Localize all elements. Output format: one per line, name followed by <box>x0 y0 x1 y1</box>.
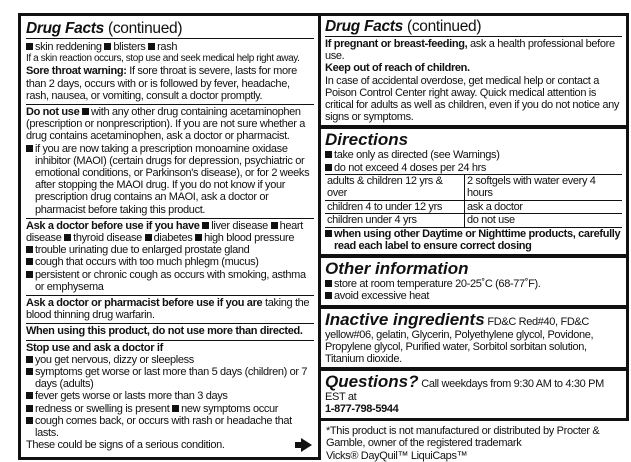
bullet-icon <box>82 108 89 115</box>
item: blisters <box>113 41 149 53</box>
label: When using this product, do not use more than directed. <box>26 325 303 338</box>
closing-line <box>26 439 314 451</box>
questions-text: Call weekdays from 9:30 AM to 4:30 PM EST at <box>325 378 604 404</box>
item: cough that occurs with too much phlegm (mucus) <box>35 256 259 269</box>
questions-section <box>321 371 626 417</box>
dosage-table <box>325 174 622 227</box>
bullet-icon <box>26 392 33 399</box>
ingredients-text: FD&C Red#40, FD&C yellow#06, gelatin, Glycerin, Polyethylene glycol, Povidone, Propylene glycol, Purified water, Sorbitol sorbitan solution, Titanium dioxide. <box>325 315 594 366</box>
item: when using other Daytime or Nighttime products, carefully read each label to ensure correct dosing <box>334 227 621 253</box>
bullet-icon <box>202 222 209 229</box>
right-column <box>318 13 629 462</box>
sore-throat-warning <box>26 65 314 102</box>
item: rash <box>157 41 178 53</box>
text: taking the blood thinning drug warfarin. <box>26 297 310 322</box>
item: fever gets worse or lasts more than 3 days <box>35 390 228 403</box>
bullet-icon <box>271 222 278 229</box>
continue-arrow-icon <box>301 438 312 452</box>
stop-use-section <box>26 341 314 454</box>
label: Keep out of reach of children. <box>325 62 470 75</box>
item: heart disease <box>26 219 303 245</box>
item: persistent or chronic cough as occurs with smoking, asthma or emphysema <box>35 268 306 293</box>
right-header <box>325 17 622 37</box>
header-title: Drug Facts <box>325 18 403 35</box>
age-cell: children under 4 yrs <box>325 214 464 227</box>
item: avoid excessive heat <box>334 290 430 303</box>
bullet-icon <box>325 164 332 171</box>
table-row <box>325 214 622 227</box>
item: symptoms get worse or last more than 5 days (children) or 7 days (adults) <box>35 366 308 391</box>
text: If sore throat is severe, lasts for more than 2 days, occurs with or is followed by fever, headache, rash, nausea, or vomiting, consult a doctor promptly. <box>26 65 297 102</box>
left-header <box>26 19 314 39</box>
header-subtitle: (continued) <box>103 20 183 37</box>
item: trouble urinating due to enlarged prostate gland <box>35 244 250 257</box>
label: Ask a doctor or pharmacist before use if you are <box>26 297 263 310</box>
bullet-icon <box>26 405 33 412</box>
header-title: Drug Facts <box>26 20 104 37</box>
drug-facts-right-panel <box>318 13 629 421</box>
bullet-icon <box>172 405 179 412</box>
bullet-icon <box>325 151 332 158</box>
label: If pregnant or breast-feeding, <box>325 38 468 50</box>
bullet-icon <box>148 43 155 50</box>
item: store at room temperature 20-25˚C (68-77˚F). <box>334 278 541 291</box>
bullet-icon <box>26 258 33 265</box>
phone-number: 1-877-798-5944 <box>325 403 399 416</box>
skin-items <box>26 41 314 53</box>
section-title: Other information <box>325 259 469 279</box>
header-subtitle: (continued) <box>402 18 482 35</box>
item: if you are now taking a prescription monoamine oxidase inhibitor (MAOI) (certain drugs for depression, psychiatric or emotional conditions, or Parkinson's disease), or for 2 weeks after stopping the MAOI drug. If you do not know if your prescription drug contains an MAOI, ask a doctor or pharmacist before taking this product. <box>35 142 310 216</box>
item: you get nervous, dizzy or sleepless <box>35 353 194 366</box>
label: Stop use and ask a doctor if <box>26 341 163 354</box>
age-cell: children 4 to under 12 yrs <box>325 200 464 214</box>
item: high blood pressure <box>204 232 295 245</box>
pregnancy-section <box>321 16 626 129</box>
age-cell: adults & children 12 yrs & over <box>325 174 464 200</box>
item: diabetes <box>153 232 196 245</box>
table-row <box>325 174 622 200</box>
trademark-footnote <box>318 425 618 462</box>
closing-text: These could be signs of a serious condition. <box>26 439 225 452</box>
skin-text: If a skin reaction occurs, stop use and seek medical help right away. <box>26 53 300 65</box>
bullet-icon <box>104 43 111 50</box>
item: redness or swelling is present <box>35 402 173 415</box>
bullet-icon <box>325 292 332 299</box>
footnote-trademark: Vicks® DayQuil™ LiquiCaps™ <box>326 449 468 462</box>
bullet-icon <box>26 417 33 424</box>
label: Ask a doctor before use if you have <box>26 219 203 232</box>
item: thyroid disease <box>73 232 145 245</box>
item: liver disease <box>211 219 271 232</box>
item: with any other drug containing acetaminophen (prescription or nonprescription). If you are not sure whether a drug contains acetaminophen, ask a doctor or pharmacist. <box>26 106 306 143</box>
section-title: Inactive ingredients <box>325 309 485 329</box>
item: take only as directed (see Warnings) <box>334 149 500 162</box>
bullet-icon <box>195 234 202 241</box>
bullet-icon <box>145 234 152 241</box>
bullet-icon <box>26 145 33 152</box>
ask-doctor-section <box>26 219 314 296</box>
dose-cell: ask a doctor <box>464 200 622 214</box>
dose-cell: 2 softgels with water every 4 hours <box>464 174 622 200</box>
bullet-icon <box>26 43 33 50</box>
item: cough comes back, or occurs with rash or headache that lasts. <box>35 414 292 440</box>
other-information-section <box>321 258 626 308</box>
item: skin reddening <box>35 41 105 53</box>
bullet-icon <box>325 230 332 237</box>
do-not-use-section <box>26 105 314 219</box>
overdose-text: In case of accidental overdose, get medical help or contact a Poison Control Center right away. Quick medical attention is critical for adults as well as children, even if you do not notice any signs or symptoms. <box>325 74 620 124</box>
section-title: Directions <box>325 130 409 150</box>
label: Do not use <box>26 106 83 119</box>
skin-reaction-section <box>26 40 314 105</box>
table-row <box>325 200 622 214</box>
item: do not exceed 4 doses per 24 hrs <box>334 161 487 174</box>
drug-facts-left-panel <box>18 13 321 460</box>
bullet-icon <box>26 356 33 363</box>
inactive-ingredients-section <box>321 309 626 372</box>
section-title: Questions? <box>325 372 419 392</box>
dose-cell: do not use <box>464 214 622 227</box>
when-using-section <box>26 324 314 340</box>
item: new symptoms occur <box>181 402 279 415</box>
bullet-icon <box>26 271 33 278</box>
bullet-icon <box>26 246 33 253</box>
footnote-text: *This product is not manufactured or distributed by Procter & Gamble, owner of the registered trademark <box>326 424 600 450</box>
bullet-icon <box>64 234 71 241</box>
text: ask a health professional before use. <box>325 38 615 63</box>
directions-section <box>321 129 626 258</box>
ask-pharmacist-section <box>26 296 314 324</box>
bullet-icon <box>26 368 33 375</box>
label: Sore throat warning: <box>26 65 127 78</box>
bullet-icon <box>325 280 332 287</box>
